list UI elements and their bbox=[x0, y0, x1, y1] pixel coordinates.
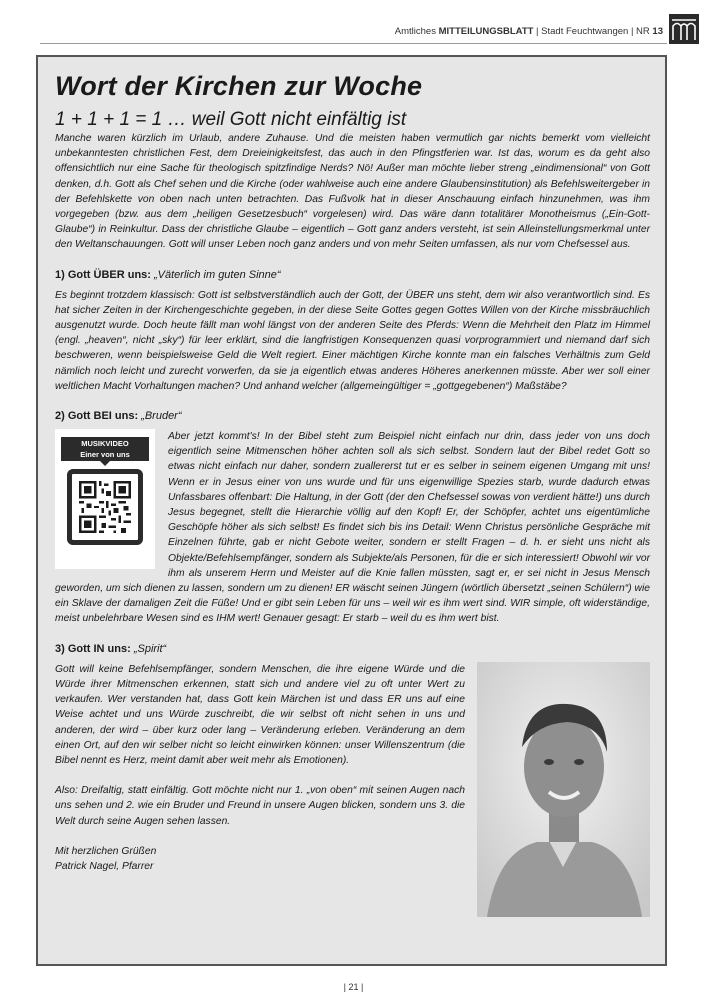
article-content bbox=[55, 71, 650, 917]
qr-code-card[interactable] bbox=[55, 429, 155, 569]
header-divider bbox=[40, 43, 667, 44]
section-2-text: Aber jetzt kommt's! In der Bibel steht zum Beispiel nicht einfach nur drin, dass jeder von uns doch eigentlich seine Mitmenschen höher achten soll als sich selbst. Sondern laut der Bibel redet Gott so etwas nicht einfach nur daher, sondern zuallererst tut er es selber in seinem eigenen Umgang mit uns! Wenn er in Jesus einer von uns wurde und für uns eigenwillige Spezies starb, wurde dadurch etwas Unfassbares offenbart: Die Haltung, in der Gott (der den Chefsessel sowas von verdient hätte!) uns durch Jesus begegnet, stellt die Hierarchie völlig auf den Kopf! Er, der Schöpfer, achtet uns eigentümliche Geschöpfe höher als sich selbst! Es findet sich bis ins Detail: Wenn Christus persönliche Gespräche mit Einzelnen führte, gab er nicht Gebote weiter, sondern er stellt Fragen – d. h. er sieht uns nicht als Objekte/Befehlsempfänger, sondern als Subjekte/als Personen, für die er sich interessiert! Obwohl wir vor ihm als unserem Herrn und Meister auf die Knie fallen müssten, sagt er, er sei nicht in Jesus Mensch geworden, um sich dienen zu lassen, sondern um zu dienen! ER wäscht seinen Jüngern (wörtlich übersetzt „seinen Schülern“) wie ein Sklave der damaligen Zeit die Füße! Und er gibt sein Leben für uns – weil wir es ihm wert sind. WIR simple, oft widerständige, meist unbelehrbare Wesen sind es IHM wert! Genauer gesagt: Er starb – weil du es ihm wert bist. bbox=[55, 431, 650, 625]
header-prefix: Amtliches bbox=[394, 26, 439, 37]
page-number: | 21 | bbox=[343, 982, 364, 992]
city-logo-icon bbox=[669, 14, 699, 44]
qr-label-line1: MUSIKVIDEO bbox=[81, 439, 129, 449]
qr-frame bbox=[67, 469, 143, 545]
author-photo bbox=[477, 662, 650, 917]
publication-name: MITTEILUNGSBLATT bbox=[438, 26, 534, 37]
greeting: Mit herzlichen Grüßen bbox=[55, 845, 157, 857]
qr-label-line2: Einer von uns bbox=[80, 450, 130, 460]
section-2-number: 2) Gott BEI uns: bbox=[55, 410, 139, 423]
article-title: Wort der Kirchen zur Woche bbox=[55, 71, 423, 101]
section-3-text: Gott will keine Befehlsempfänger, sondern Menschen, die ihre eigene Würde und die Würde ihrer Mitmenschen erkennen, statt sich und andere viel zu oft unter Wert zu verkaufen. Wer verstanden hat, dass Gott kein Märchen ist und dass ER uns auf eine Weise achtet und uns Würde zuschreibt, die wir selbst oft nicht sehen in uns und anderen, der wird – über kurz oder lang – Veränderung erleben. Veränderung an dem einen Ort, auf den wir selber nicht so leicht einwirken können: unser Willenszentrum (die Bibel nennt es Herz, meint damit aber weit mehr als Emotionen). bbox=[55, 663, 465, 766]
article-subtitle: 1 + 1 + 1 = 1 … weil Gott nicht einfältig ist bbox=[55, 109, 407, 130]
section-3-heading bbox=[55, 642, 650, 656]
section-3-quote: „Spirit“ bbox=[130, 642, 167, 655]
section-2-heading bbox=[55, 409, 650, 423]
page-header bbox=[0, 14, 663, 44]
qr-label bbox=[61, 437, 149, 461]
section-1-number: 1) Gott ÜBER uns: bbox=[55, 268, 151, 281]
intro-paragraph: Manche waren kürzlich im Urlaub, andere Zuhause. Und die meisten haben vermutlich gar nichts bemerkt vom vielleicht unbekanntesten christlichen Fest, dem Dreieinigkeitsfest, das auch in den Pfingstferien war. Ist das, worum es da geht also offensichtlich nur eine Sache für theologisch spitzfindige Nerds? Nö! Außer man möchte lieber streng „eindimensional“ von Gott denken, d.h. Gott als Chef sehen und die Kirche (oder wahlweise auch eine andere Glaubensinstitution) als Befehlsweitergeber in der Befehlskette von oben nach unten betrachten. Das Fußvolk hat in dieser Anschauung einfach hinzunehmen, was ihm vorgegeben (bzw. aus dem „heiligen Gesetzesbuch“ vorgelesen) wird. Das wäre dann totalitärer Monotheismus („Ein-Gott-Glaube“) in Reinkultur. Dass der christliche Glaube – eigentlich – Gott ganz anders versteht, ist sein Alleinstellungsmerkmal unter den Weltanschauungen. Gott will unser Leben noch ganz anders und von mehr Seiten umfassen, als nur vom Chefsessel aus. bbox=[55, 133, 650, 251]
header-suffix: | Stadt Feuchtwangen | NR bbox=[533, 26, 653, 37]
section-2-quote: „Bruder“ bbox=[138, 410, 182, 423]
section-1-heading bbox=[55, 268, 650, 282]
qr-code-icon[interactable] bbox=[79, 481, 131, 533]
issue-number: 13 bbox=[652, 26, 663, 37]
conclusion-paragraph: Also: Dreifaltig, statt einfältig. Gott möchte nicht nur 1. „von oben“ mit seinen Augen nach uns sehen und 2. wie ein Bruder und Freund in unsere Augen blicken, sondern uns 3. die Welt durch seine Augen sehen lassen. bbox=[55, 785, 465, 827]
section-1-text: Es beginnt trotzdem klassisch: Gott ist selbstverständlich auch der Gott, der ÜBER uns steht, dem wir also verantwortlich sind. Es hat sicher Zeiten in der Kirchengeschichte gegeben, in der diese Seite Gottes gegen Gottes Willen von der Kirche missbräuchlich ausgenutzt wurde. Doch heute fällt man wohl längst von der anderen Seite des Pferds: Wenn die Mehrheit den Platz im Himmel (engl. „heaven“, nicht „sky“) für leer erklärt, sind die langfristigen Konsequenzen quasi vorprogrammiert und niemand darf sich beschweren, wenn beispielsweise Geld die Welt regiert. Einer mächtigen Kirche konnte man ein falsches Verhältnis zum Geld nämlich noch leicht und zurecht vorwerfen, da sie ja eigentlich etwas anderes Höheres anerkennen müsste. Aber wer soll einer weltlichen Macht Vorhaltungen machen? Und anhand welcher (allgemeingültiger = „gottgegebenen“) Maßstäbe? bbox=[55, 289, 650, 392]
signature: Patrick Nagel, Pfarrer bbox=[55, 860, 154, 872]
header-text bbox=[395, 26, 663, 37]
article-box bbox=[36, 55, 667, 966]
section-3-number: 3) Gott IN uns: bbox=[55, 642, 131, 655]
section-1-quote: „Väterlich im guten Sinne“ bbox=[150, 268, 281, 281]
